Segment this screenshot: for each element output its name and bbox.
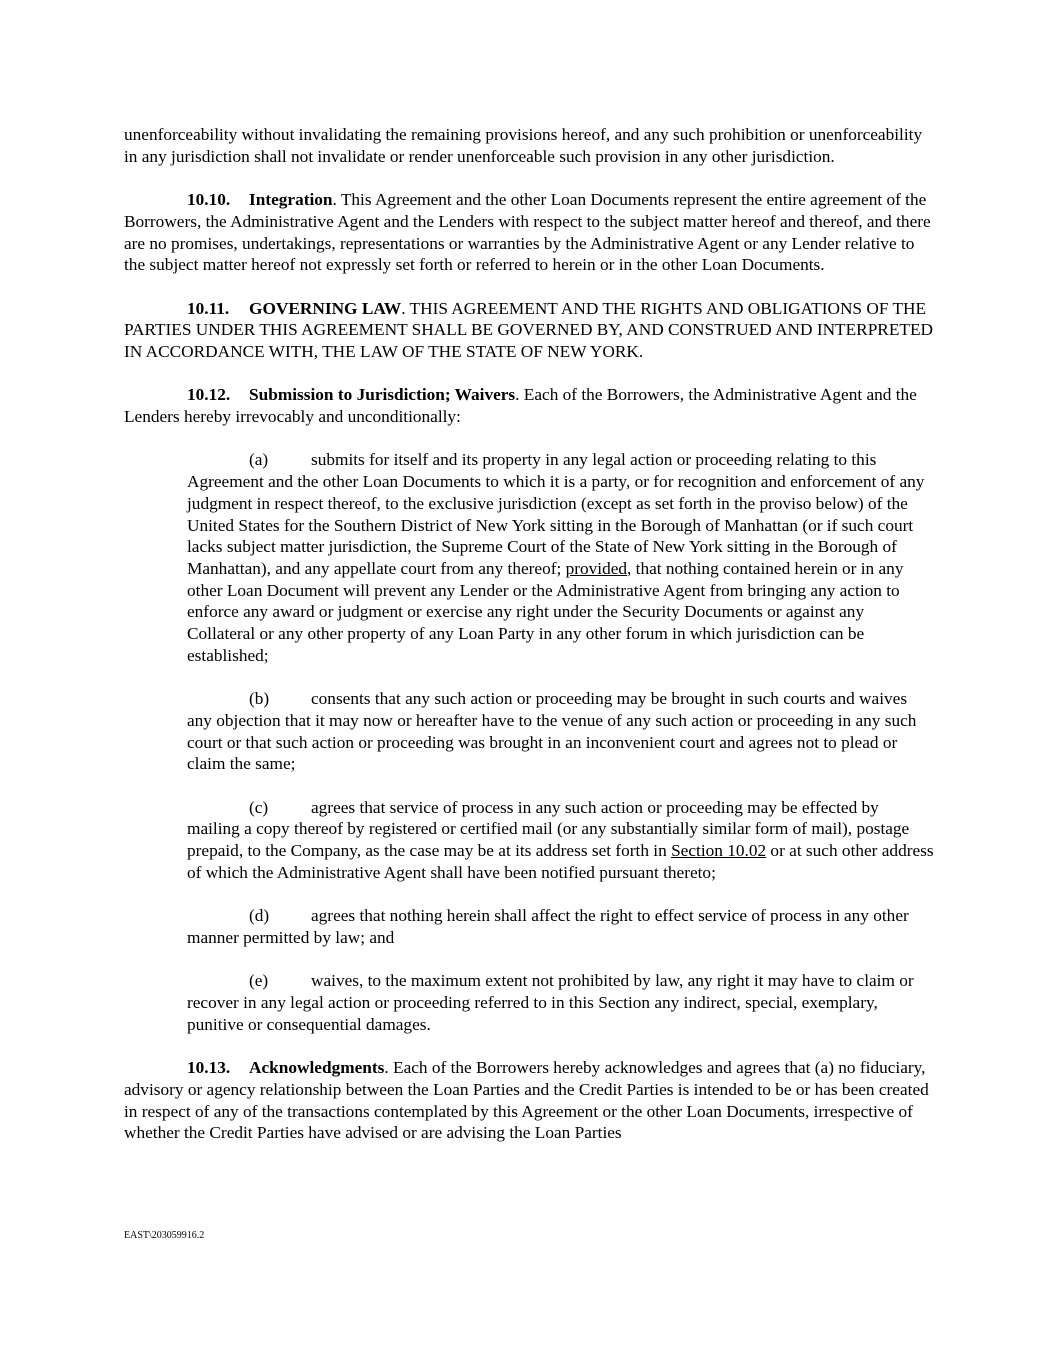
clause-b xyxy=(187,688,934,775)
section-number: 10.13. xyxy=(187,1058,231,1078)
section-title: Integration xyxy=(249,190,333,210)
section-10-11 xyxy=(124,298,934,363)
clause-c xyxy=(187,797,934,884)
section-title: Submission to Jurisdiction; Waivers xyxy=(249,385,516,405)
section-10-12 xyxy=(124,384,934,427)
clause-label: (c) xyxy=(249,797,269,817)
section-body: . THIS AGREEMENT AND THE RIGHTS AND OBLIGATIONS OF THE PARTIES UNDER THIS AGREEMENT SHALL BE GOVERNED BY, AND CONSTRUED AND INTERPRETED IN ACCORDANCE WITH, THE LAW OF THE STATE OF NEW YORK. xyxy=(124,298,933,361)
carryover-paragraph xyxy=(124,124,934,167)
clause-text-cont: or at such other address of which the Administrative Agent shall have been notified pursuant thereto; xyxy=(187,841,934,882)
proviso-term: provided xyxy=(565,559,628,578)
clause-label: (e) xyxy=(249,971,269,991)
section-number: 10.10. xyxy=(187,190,231,210)
clause-text: waives, to the maximum extent not prohibited by law, any right it may have to claim or recover in any legal action or proceeding referred to in this Section any indirect, special, exemplary, punitive or consequential damages. xyxy=(187,971,914,1034)
section-body: . Each of the Borrowers, the Administrative Agent and the Lenders hereby irrevocably and unconditionally: xyxy=(124,385,917,427)
carryover-text: unenforceability without invalidating the remaining provisions hereof, and any such prohibition or unenforceability in any jurisdiction shall not invalidate or render unenforceable such provision in any other jurisdiction. xyxy=(124,125,923,166)
section-body: . Each of the Borrowers hereby acknowledges and agrees that (a) no fiduciary, advisory or agency relationship between the Loan Parties and the Credit Parties is intended to be or has been created in respect of any of the transactions contemplated by this Agreement or the other Loan Documents, irrespective of whether the Credit Parties have advised or are advising the Loan Parties xyxy=(124,1058,929,1143)
clause-text: agrees that nothing herein shall affect the right to effect service of process in any other manner permitted by law; and xyxy=(187,906,909,947)
clause-a xyxy=(187,449,934,666)
section-10-10 xyxy=(124,189,934,276)
section-title: GOVERNING LAW xyxy=(249,298,402,318)
section-title: Acknowledgments xyxy=(249,1058,385,1078)
section-number: 10.12. xyxy=(187,385,231,405)
clause-e xyxy=(187,970,934,1035)
section-10-13 xyxy=(124,1057,934,1144)
document-id-footer: EAST\203059916.2 xyxy=(124,1230,205,1241)
clause-d xyxy=(187,905,934,948)
clause-label: (d) xyxy=(249,906,270,926)
clause-text: agrees that service of process in any such action or proceeding may be effected by mailing a copy thereof by registered or certified mail (or any substantially similar form of mail), postage prepaid, to the Company, as the case may be at its address set forth in xyxy=(187,797,910,861)
clause-text: submits for itself and its property in any legal action or proceeding relating to this Agreement and the other Loan Documents to which it is a party, or for recognition and enforcement of any judgment in respect thereof, to the exclusive jurisdiction (except as set forth in the proviso below) of the United States for the Southern District of New York sitting in the Borough of Manhattan (or if such court lacks subject matter jurisdiction, the Supreme Court of the State of New York sitting in the Borough of Manhattan), and any appellate court from any thereof; xyxy=(187,450,925,578)
clause-label: (b) xyxy=(249,689,270,709)
section-number: 10.11. xyxy=(187,298,230,318)
section-body: . This Agreement and the other Loan Documents represent the entire agreement of the Borrowers, the Administrative Agent and the Lenders with respect to the subject matter hereof and thereof, and there are no promises, undertakings, representations or warranties by the Administrative Agent or any Lender relative to the subject matter hereof not expressly set forth or referred to herein or in the other Loan Documents. xyxy=(124,190,931,275)
clause-label: (a) xyxy=(249,450,269,470)
clause-text-cont: , that nothing contained herein or in any other Loan Document will prevent any Lender or the Administrative Agent from bringing any action to enforce any award or judgment or exercise any right under the Security Documents or against any Collateral or any other property of any Loan Party in any other forum in which jurisdiction can be established; xyxy=(187,559,904,665)
section-reference: Section 10.02 xyxy=(671,841,767,861)
clause-text: consents that any such action or proceeding may be brought in such courts and waives any objection that it may now or hereafter have to the venue of any such action or proceeding in any such court or that such action or proceeding was brought in an inconvenient court and agrees not to plead or claim the same; xyxy=(187,689,917,774)
document-page xyxy=(124,124,934,1166)
